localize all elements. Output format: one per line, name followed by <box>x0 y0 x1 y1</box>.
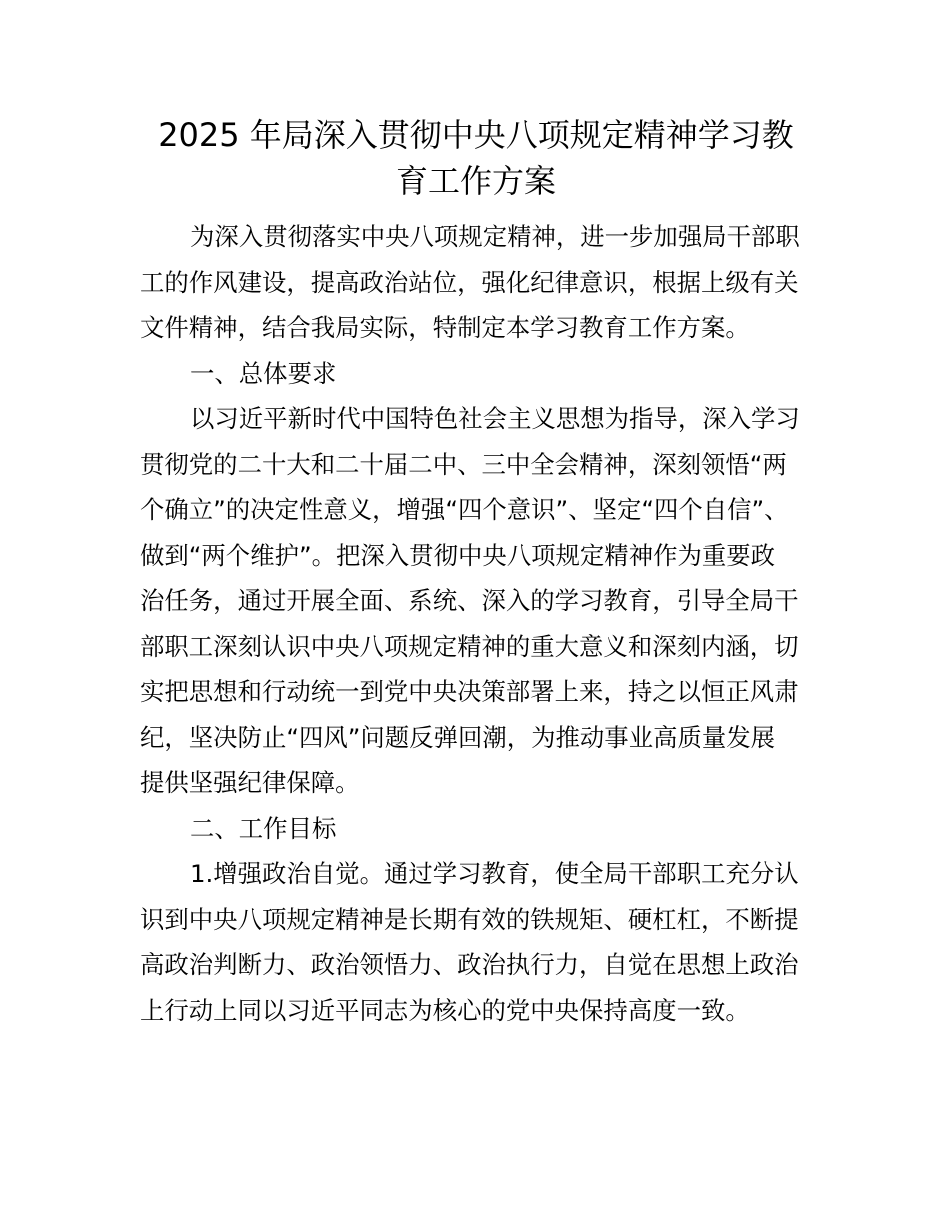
text-line: 纪，坚决防止“四风”问题反弹回潮，为推动事业高质量发展 <box>140 722 776 752</box>
document-title <box>140 112 812 204</box>
section1-paragraph <box>140 396 820 806</box>
heading-text: 一、总体要求 <box>190 358 337 388</box>
section-heading-overall-requirements <box>140 351 820 397</box>
text-line: 个确立”的决定性意义，增强“四个意识”、坚定“四个自信”、 <box>140 495 789 524</box>
document-body <box>140 214 820 1033</box>
intro-paragraph <box>140 214 820 351</box>
text-line: 提供坚强纪律保障。 <box>140 768 360 797</box>
text-line: 做到“两个维护”。把深入贯彻中央八项规定精神作为重要政 <box>140 540 776 570</box>
heading-text: 二、工作目标 <box>190 813 337 843</box>
section-heading-work-goals <box>140 806 820 852</box>
text-line: 治任务，通过开展全面、系统、深入的学习教育，引导全局干 <box>140 586 799 615</box>
text-line: 文件精神，结合我局实际，特制定本学习教育工作方案。 <box>140 313 750 342</box>
text-line: 高政治判断力、政治领悟力、政治执行力，自觉在思想上政治 <box>140 950 799 979</box>
text-line: 为深入贯彻落实中央八项规定精神，进一步加强局干部职 <box>190 222 800 251</box>
text-line: 上行动上同以习近平同志为核心的党中央保持高度一致。 <box>140 995 750 1025</box>
text-line: 工的作风建设，提高政治站位，强化纪律意识，根据上级有关 <box>140 267 799 297</box>
goal-item-1 <box>140 851 820 1033</box>
text-line: 实把思想和行动统一到党中央决策部署上来，持之以恒正风肃 <box>140 677 799 706</box>
text-line: 1.增强政治自觉。通过学习教育，使全局干部职工充分认 <box>190 859 799 888</box>
text-line: 部职工深刻认识中央八项规定精神的重大意义和深刻内涵，切 <box>140 631 799 661</box>
title-line-1: 2025 年局深入贯彻中央八项规定精神学习教 <box>158 116 794 154</box>
text-line: 识到中央八项规定精神是长期有效的铁规矩、硬杠杠，不断提 <box>140 904 799 934</box>
text-line: 贯彻党的二十大和二十届二中、三中全会精神，深刻领悟“两 <box>140 449 787 479</box>
title-line-2: 育工作方案 <box>395 162 556 200</box>
text-line: 以习近平新时代中国特色社会主义思想为指导，深入学习 <box>190 404 800 433</box>
